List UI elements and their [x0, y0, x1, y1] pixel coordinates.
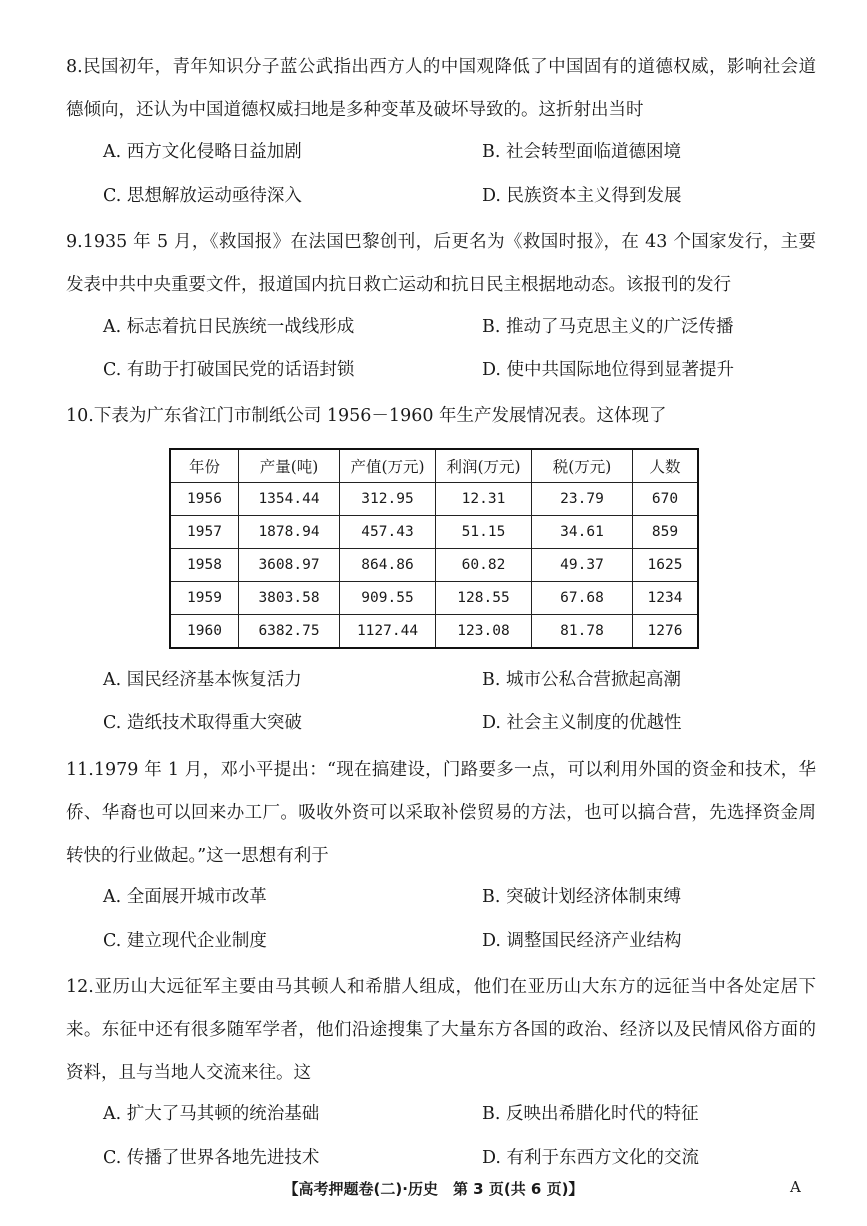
question-11-option-a: A. 全面展开城市改革	[103, 887, 267, 907]
production-table	[169, 448, 699, 649]
table-cell: 49.37	[532, 549, 633, 582]
table-header-cell: 产量(吨)	[239, 449, 340, 483]
question-10-stem: 10.下表为广东省江门市制纸公司 1956－1960 年生产发展情况表。这体现了	[66, 406, 667, 426]
table-cell: 3608.97	[239, 549, 340, 582]
table-cell: 23.79	[532, 483, 633, 516]
table-cell: 1127.44	[340, 615, 436, 649]
table-header-row	[170, 449, 698, 483]
table-cell: 312.95	[340, 483, 436, 516]
table-cell: 1234	[633, 582, 699, 615]
table-cell: 123.08	[436, 615, 532, 649]
question-12-option-a: A. 扩大了马其顿的统治基础	[103, 1104, 320, 1124]
table-cell: 1354.44	[239, 483, 340, 516]
question-12-option-b: B. 反映出希腊化时代的特征	[482, 1104, 699, 1124]
question-9-option-b: B. 推动了马克思主义的广泛传播	[482, 317, 734, 337]
page-footer: 【高考押题卷(二)·历史 第 3 页(共 6 页)】	[283, 1180, 584, 1198]
question-11-option-b: B. 突破计划经济体制束缚	[482, 887, 681, 907]
table-cell: 1958	[170, 549, 239, 582]
question-10-option-c: C. 造纸技术取得重大突破	[103, 713, 302, 733]
question-9-stem: 9.1935 年 5 月，《救国报》在法国巴黎创刊，后更名为《救国时报》，在 43 个国家发行，主要发表中共中央重要文件，报道国内抗日救亡运动和抗日民主根据地动态。该报刊的发行	[66, 232, 816, 295]
question-10-option-a: A. 国民经济基本恢复活力	[103, 670, 302, 690]
question-12-stem: 12.亚历山大远征军主要由马其顿人和希腊人组成，他们在亚历山大东方的远征当中各处定居下来。东征中还有很多随军学者，他们沿途搜集了大量东方各国的政治、经济以及民情风俗方面的资料，且与当地人交流来往。这	[66, 977, 816, 1083]
table-cell: 1957	[170, 516, 239, 549]
question-8-stem: 8.民国初年，青年知识分子蓝公武指出西方人的中国观降低了中国固有的道德权威，影响社会道德倾向，还认为中国道德权威扫地是多种变革及破坏导致的。这折射出当时	[66, 57, 816, 120]
table-cell: 859	[633, 516, 699, 549]
table-row	[170, 483, 698, 516]
question-8-option-b: B. 社会转型面临道德困境	[482, 142, 681, 162]
table-header-cell: 利润(万元)	[436, 449, 532, 483]
table-cell: 1625	[633, 549, 699, 582]
question-11-stem: 11.1979 年 1 月，邓小平提出：“现在搞建设，门路要多一点，可以利用外国的资金和技术，华侨、华裔也可以回来办工厂。吸收外资可以采取补偿贸易的方法，也可以搞合营，先选择资金周转快的行业做起。”这一思想有利于	[66, 760, 816, 866]
table-header-cell: 产值(万元)	[340, 449, 436, 483]
table-cell: 3803.58	[239, 582, 340, 615]
table-cell: 864.86	[340, 549, 436, 582]
table-cell: 1960	[170, 615, 239, 649]
table-cell: 6382.75	[239, 615, 340, 649]
table-cell: 60.82	[436, 549, 532, 582]
question-11-option-c: C. 建立现代企业制度	[103, 931, 267, 951]
table-cell: 670	[633, 483, 699, 516]
table-cell: 128.55	[436, 582, 532, 615]
question-8-option-c: C. 思想解放运动亟待深入	[103, 186, 302, 206]
table-header-cell: 年份	[170, 449, 239, 483]
question-10-option-b: B. 城市公私合营掀起高潮	[482, 670, 681, 690]
table-cell: 1878.94	[239, 516, 340, 549]
table-row	[170, 582, 698, 615]
question-9-option-c: C. 有助于打破国民党的话语封锁	[103, 360, 355, 380]
question-8-option-d: D. 民族资本主义得到发展	[482, 186, 682, 206]
table-header-cell: 税(万元)	[532, 449, 633, 483]
table-cell: 1956	[170, 483, 239, 516]
table-row	[170, 516, 698, 549]
table-cell: 12.31	[436, 483, 532, 516]
question-9-option-a: A. 标志着抗日民族统一战线形成	[103, 317, 355, 337]
table-cell: 1276	[633, 615, 699, 649]
question-8-option-a: A. 西方文化侵略日益加剧	[103, 142, 302, 162]
table-cell: 67.68	[532, 582, 633, 615]
table-cell: 51.15	[436, 516, 532, 549]
question-12-option-d: D. 有利于东西方文化的交流	[482, 1148, 700, 1168]
paper-version-letter: A	[790, 1178, 801, 1196]
table-header-cell: 人数	[633, 449, 699, 483]
table-cell: 81.78	[532, 615, 633, 649]
table-cell: 34.61	[532, 516, 633, 549]
table-cell: 909.55	[340, 582, 436, 615]
question-12-option-c: C. 传播了世界各地先进技术	[103, 1148, 320, 1168]
question-11-option-d: D. 调整国民经济产业结构	[482, 931, 682, 951]
question-10-option-d: D. 社会主义制度的优越性	[482, 713, 682, 733]
question-9-option-d: D. 使中共国际地位得到显著提升	[482, 360, 735, 380]
table-cell: 1959	[170, 582, 239, 615]
table-cell: 457.43	[340, 516, 436, 549]
table-row	[170, 549, 698, 582]
table-row	[170, 615, 698, 649]
